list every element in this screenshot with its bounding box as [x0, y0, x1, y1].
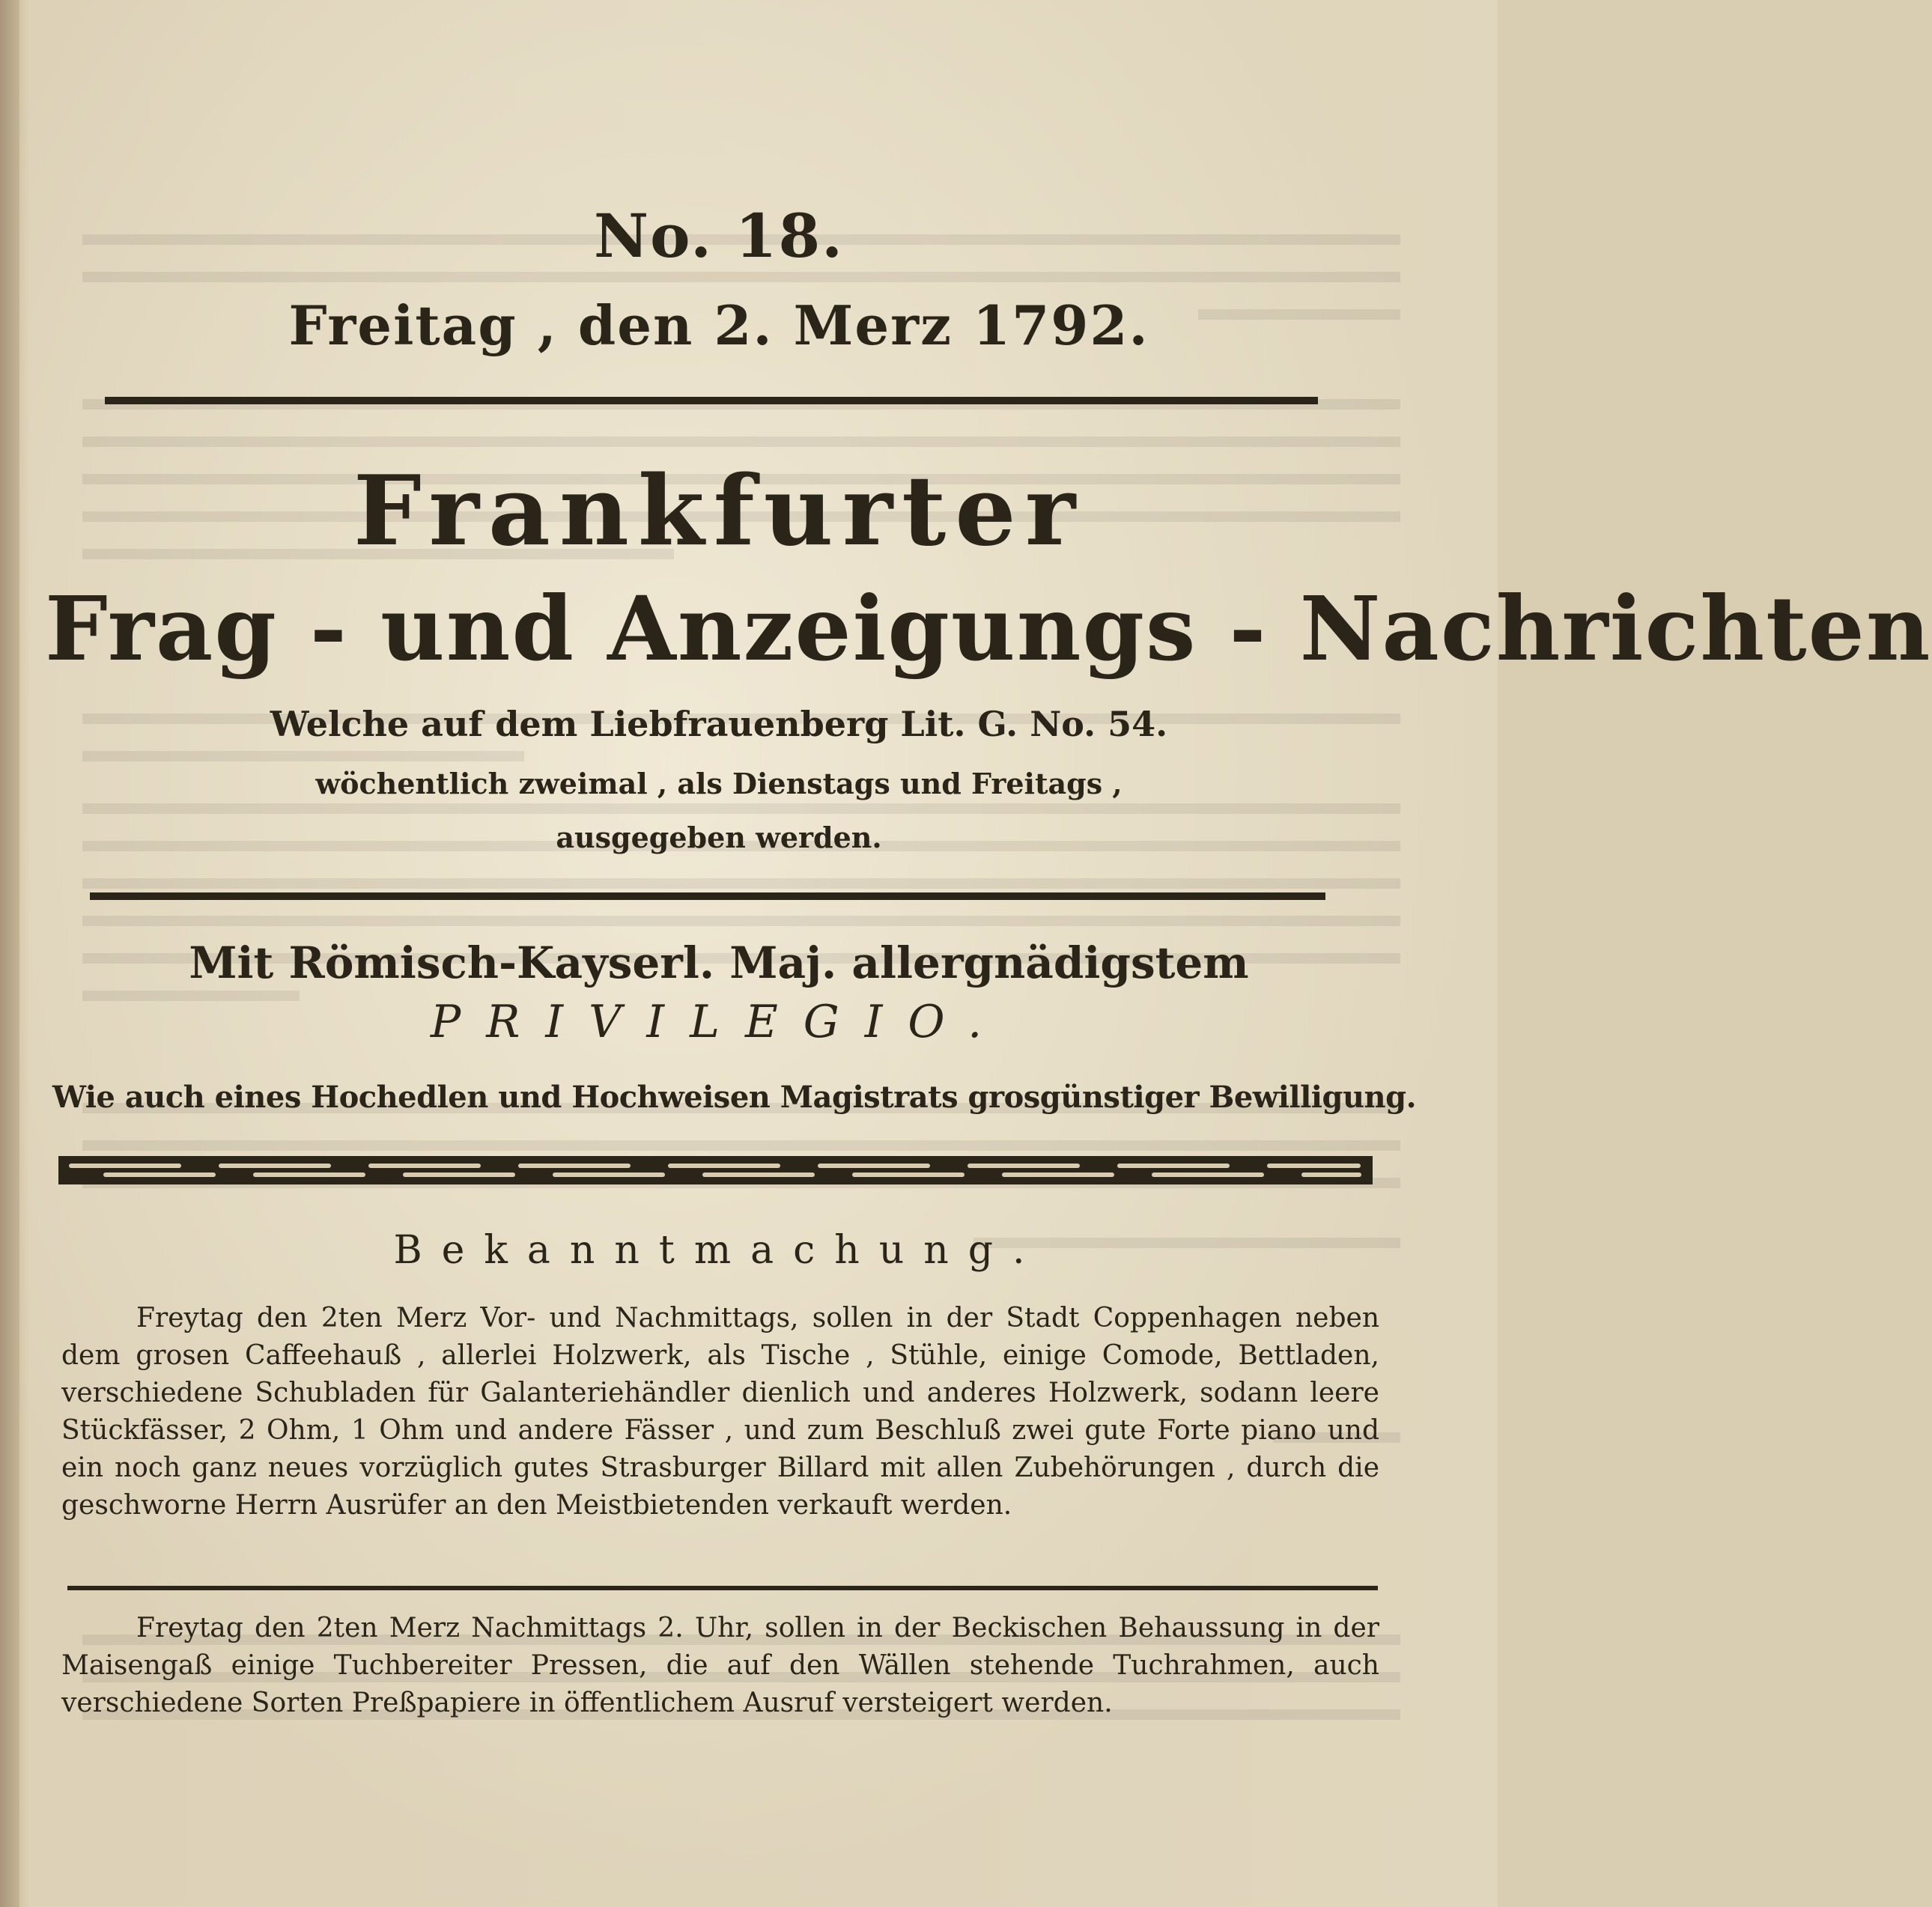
notice-paragraph: Freytag den 2ten Merz Vor- und Nachmittags, sollen in der Stadt Coppenhagen neben dem grosen Caffeehauß , allerlei Holzwerk, als Tische , Stühle, einige Comode, Bettladen, verschiedene Schubladen für Galanteriehändler dienlich und anderes Holzwerk, sodann leere Stückfässer, 2 Ohm, 1 Ohm und andere Fässer , und zum Beschluß zwei gute Forte piano und ein noch ganz neues vorzüglich gutes Strasburger Billard mit allen Zubehörungen , durch die geschworne Herrn Ausrüfer an den Meistbietenden verkauft werden. [61, 1303, 1379, 1521]
masthead-title-line2: Frag - und Anzeigungs - Nachrichten [45, 577, 1932, 681]
privilege-line3: Wie auch eines Hochedlen und Hochweisen Magistrats grosgünstiger Bewilligung. [52, 1080, 1417, 1115]
privilege-line2: PRIVILEGIO. [430, 996, 1008, 1048]
masthead-address: Welche auf dem Liebfrauenberg Lit. G. No. 54. [270, 704, 1168, 744]
section-heading: Bekanntmachung. [393, 1228, 1045, 1273]
issue-date: Freitag , den 2. Merz 1792. [288, 293, 1149, 357]
masthead-issued: ausgegeben werden. [556, 821, 882, 854]
notice-paragraph: Freytag den 2ten Merz Nachmittags 2. Uhr, sollen in der Beckischen Behaussung in der Maisengaß einige Tuchbereiter Pressen, die auf den Wällen stehende Tuchrahmen, auch verschiedene Sorten Preßpapiere in öffentlichem Ausruf versteigert werden. [61, 1613, 1379, 1718]
ornamental-chain-divider [58, 1153, 1373, 1187]
masthead-top-rule [105, 397, 1318, 404]
masthead-schedule: wöchentlich zweimal , als Dienstags und Freitags , [315, 767, 1123, 800]
masthead-title-line1: Frankfurter [353, 455, 1085, 568]
notice-separator-rule [67, 1586, 1378, 1590]
masthead-bottom-rule [90, 892, 1325, 900]
issue-number: No. 18. [594, 201, 844, 271]
privilege-line1: Mit Römisch-Kayserl. Maj. allergnädigstem [189, 937, 1249, 988]
